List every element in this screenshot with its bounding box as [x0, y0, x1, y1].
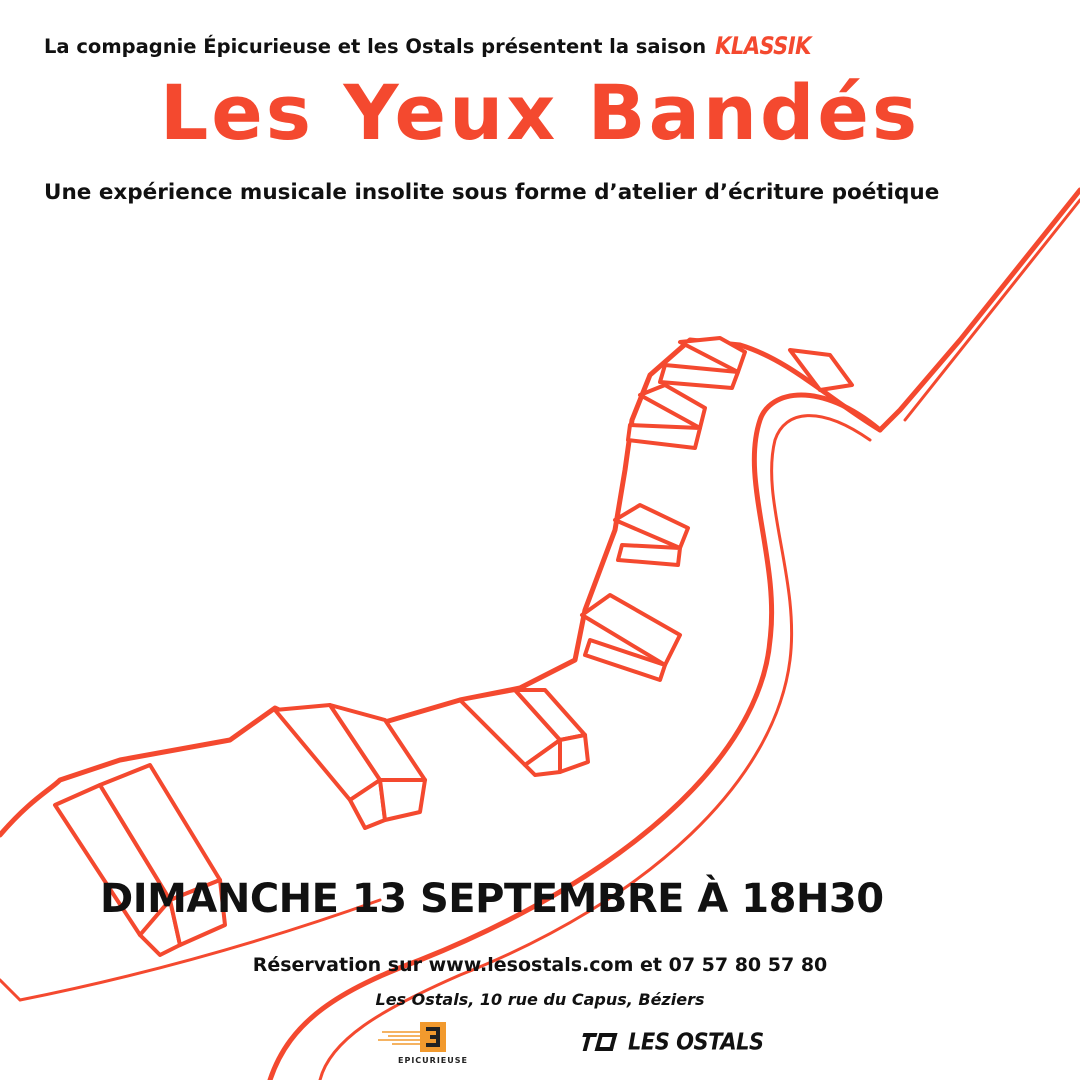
les-ostals-logo-text: LES OSTALS	[628, 1028, 764, 1056]
venue-address: Les Ostals, 10 rue du Capus, Béziers	[375, 990, 705, 1009]
epicurieuse-logo-icon	[420, 1022, 446, 1052]
epicurieuse-logo-text: EPICURIEUSE	[398, 1056, 468, 1065]
intro-line	[44, 32, 814, 60]
intro-text: La compagnie Épicurieuse et les Ostals présentent la saison	[44, 34, 707, 58]
les-ostals-logo-icon	[578, 1031, 622, 1053]
klassik-season-logo: KLASSIK	[712, 32, 814, 60]
epicurieuse-logo	[378, 1022, 478, 1068]
poster-subtitle: Une expérience musicale insolite sous forme d’atelier d’écriture poétique	[44, 180, 940, 205]
poster-title: Les Yeux Bandés	[159, 68, 921, 157]
reservation-info: Réservation sur www.lesostals.com et 07 57 80 57 80	[252, 954, 828, 976]
speed-lines-icon	[378, 1030, 420, 1046]
les-ostals-logo	[578, 1028, 764, 1056]
event-date: DIMANCHE 13 SEPTEMBRE À 18H30	[100, 876, 884, 922]
